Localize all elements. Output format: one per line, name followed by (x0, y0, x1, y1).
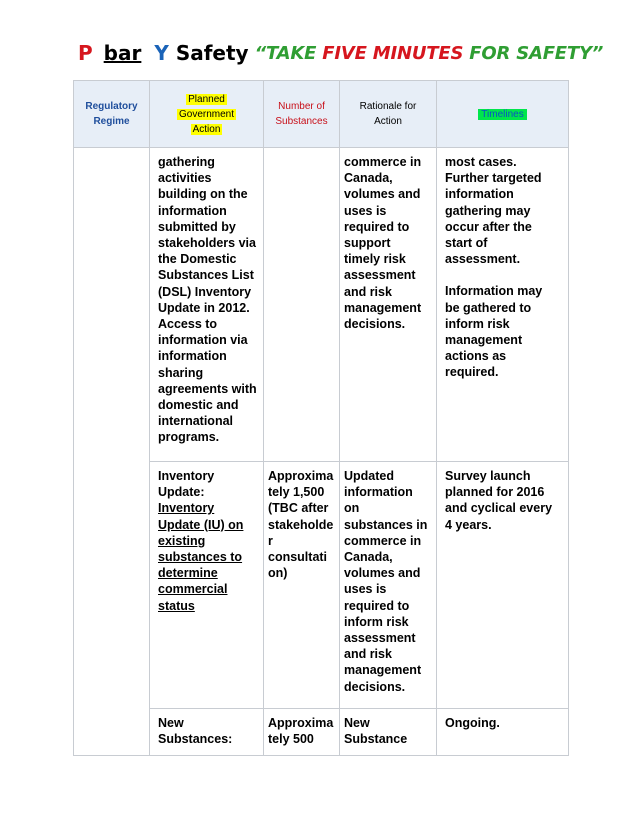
cell-text-line: start of (445, 236, 488, 251)
cell-text-line: consultati (268, 550, 328, 565)
table-header-row (74, 81, 569, 148)
title-slogan (255, 43, 604, 64)
cell-text-line: and risk (344, 284, 392, 299)
cell-text-line: (TBC after (268, 501, 329, 516)
cell-text-line: Access to (158, 317, 218, 332)
cell-text-line: Canada, (344, 171, 393, 186)
cell-text-line: management (344, 663, 422, 678)
cell-text-line: (DSL) Inventory (158, 284, 252, 299)
cell-text-line: uses is (344, 203, 387, 218)
cell-text-line: determine (158, 566, 218, 581)
cell-text-line: support (344, 236, 391, 251)
header-number-of-substances: Number of Substances (264, 81, 340, 148)
cell-text-line: be gathered to (445, 300, 532, 315)
cell-text-line: substances in (344, 517, 428, 532)
number-cell (264, 709, 340, 756)
cell-text-line: most cases. (445, 155, 517, 169)
rationale-cell (340, 709, 437, 756)
cell-text-line: Information may (445, 284, 543, 299)
cell-text-line: programs. (158, 430, 220, 445)
cell-text-line: decisions. (344, 679, 406, 694)
cell-text-line: stakeholde (268, 517, 334, 532)
cell-text-line: management (445, 333, 523, 348)
cell-text-line: submitted by (158, 219, 236, 234)
table-row (74, 148, 569, 462)
title-bar-word: bar (103, 41, 142, 65)
cell-text-line: decisions. (344, 317, 406, 332)
cell-text-line: Survey launch (445, 469, 531, 483)
cell-text-line: required. (445, 365, 499, 380)
cell-text-line: the Domestic (158, 252, 237, 267)
cell-text-line: Update (IU) on (158, 517, 244, 532)
cell-text-line: international (158, 414, 234, 429)
cell-text-line: Update in 2012. (158, 300, 250, 315)
planned-action-cell (150, 148, 264, 462)
cell-text-line: agreements with (158, 381, 257, 396)
cell-text-line: information (158, 349, 227, 364)
regulatory-action-table (73, 80, 569, 756)
cell-text-line: timely risk (344, 252, 406, 267)
cell-text-line: commercial (158, 582, 228, 597)
timelines-cell (437, 462, 569, 709)
cell-text-line: commerce in (344, 533, 422, 548)
cell-text-line: r (268, 533, 273, 548)
cell-text-line: information (158, 203, 227, 218)
title-safety-word: Safety (175, 41, 249, 65)
number-cell (264, 148, 340, 462)
cell-text-line: Approxima (268, 716, 334, 730)
cell-text-line: required to (344, 219, 410, 234)
cell-text-line: tely 500 (268, 732, 314, 747)
cell-text-line: building on the (158, 187, 248, 202)
cell-text-line: management (344, 300, 422, 315)
cell-text-line: Approxima (268, 469, 334, 483)
cell-text-line: Further targeted (445, 171, 542, 186)
cell-text-line: information (445, 187, 514, 202)
cell-text-line: Inventory (158, 501, 215, 516)
cell-text-line: and risk (344, 647, 392, 662)
cell-text-line: Update: (158, 485, 205, 500)
header-timelines: Timelines (437, 81, 569, 148)
title-letter-y: Y (154, 41, 169, 65)
cell-text-line: occur after the (445, 219, 532, 234)
header-regulatory-regime: Regulatory Regime (74, 81, 150, 148)
cell-text-line: sharing (158, 365, 204, 380)
cell-text-line: Canada, (344, 550, 393, 565)
cell-text-line: existing (158, 533, 206, 548)
slogan-start: “TAKE (254, 42, 323, 64)
timelines-cell (437, 709, 569, 756)
cell-text-line: volumes and (344, 566, 421, 581)
title-letter-p: P (78, 41, 93, 65)
cell-text-line: Updated (344, 469, 394, 483)
cell-text-line: assessment. (445, 252, 521, 267)
cell-text-line: domestic and (158, 398, 239, 413)
cell-text-line: on) (268, 566, 288, 581)
cell-text-line: gathering may (445, 203, 531, 218)
cell-text-line: substances to (158, 550, 243, 565)
number-cell (264, 462, 340, 709)
header-rationale-for-action: Rationale for Action (340, 81, 437, 148)
rationale-cell (340, 148, 437, 462)
cell-text-line: uses is (344, 582, 387, 597)
cell-text-line: inform risk (344, 614, 409, 629)
cell-text-line: inform risk (445, 316, 510, 331)
planned-action-cell (150, 709, 264, 756)
cell-text-line: status (158, 598, 195, 613)
cell-text-line: New (344, 716, 370, 730)
planned-action-cell (150, 462, 264, 709)
timelines-cell (437, 148, 569, 462)
cell-text-line: Substance (344, 732, 408, 747)
cell-text-line: activities (158, 171, 212, 186)
cell-text-line: assessment (344, 631, 416, 646)
cell-text-line: 4 years. (445, 517, 492, 532)
regulatory-regime-cell (74, 148, 150, 756)
cell-text-line: Substances: (158, 732, 233, 747)
slogan-end: FOR SAFETY” (463, 42, 604, 64)
cell-text-line: gathering (158, 155, 215, 169)
cell-text-line: information via (158, 333, 248, 348)
slogan-highlight: FIVE MINUTES (322, 42, 464, 64)
cell-text-line: Substances List (158, 268, 254, 283)
cell-text-line: New (158, 716, 184, 730)
cell-text-line: actions as (445, 349, 507, 364)
cell-text-line: tely 1,500 (268, 485, 325, 500)
document-title-banner (78, 38, 603, 68)
cell-text-line: Inventory (158, 469, 215, 483)
cell-text-line: Ongoing. (445, 716, 500, 730)
cell-text-line: information (344, 485, 413, 500)
cell-text-line: and cyclical every (445, 501, 553, 516)
header-planned-government-action: Planned Government Action (150, 81, 264, 148)
cell-text-line: required to (344, 598, 410, 613)
cell-text-line: assessment (344, 268, 416, 283)
rationale-cell (340, 462, 437, 709)
cell-text-line: volumes and (344, 187, 421, 202)
cell-text-line: on (344, 501, 360, 516)
cell-text-line: commerce in (344, 155, 422, 169)
cell-text-line: stakeholders via (158, 236, 256, 251)
cell-text-line: planned for 2016 (445, 485, 545, 500)
